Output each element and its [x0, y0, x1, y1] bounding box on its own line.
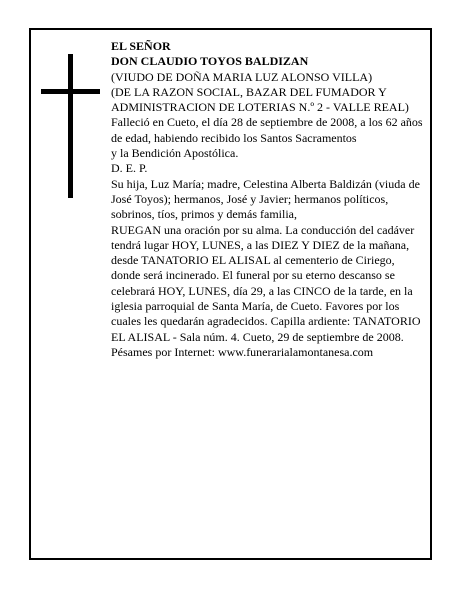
deceased-title: EL SEÑOR — [111, 39, 171, 53]
sacraments-line-2: y la Bendición Apostólica. — [111, 146, 239, 161]
obituary-text — [111, 39, 423, 360]
request-paragraph: RUEGAN una oración por su alma. La conducción del cadáver tendrá lugar HOY, LUNES, a las DIEZ Y DIEZ de la mañana, desde TANATORIO EL ALISAL al cementerio de Ciriego, donde será incinerado. El funeral por su eterno descanso se celebrará HOY, LUNES, día 29, a las CINCO de la tarde, en la iglesia parroquial de Santa María, de Cueto. Favores por los cuales les quedarán agradecidos. Capilla ardiente: TANATORIO EL ALISAL - Sala núm. 4. Cueto, 29 de septiembre de 2008. — [111, 222, 421, 344]
cross-icon-vertical — [68, 54, 73, 198]
family-paragraph: Su hija, Luz María; madre, Celestina Alberta Baldizán (viuda de José Toyos); hermanos, José y Javier; hermanos políticos, sobrinos, tíos, primos y demás familia, — [111, 176, 420, 222]
death-line: Falleció en Cueto, el día 28 de septiembre de 2008, a los 62 años — [111, 115, 423, 130]
sacraments-line-1: de edad, habiendo recibido los Santos Sacramentos — [111, 130, 357, 145]
widower-line: (VIUDO DE DOÑA MARIA LUZ ALONSO VILLA) — [111, 69, 373, 84]
rip-line: D. E. P. — [111, 161, 148, 176]
deceased-name: DON CLAUDIO TOYOS BALDIZAN — [111, 54, 309, 69]
condolences-line: Pésames por Internet: www.funerarialamontanesa.com — [111, 344, 374, 359]
cross-icon-horizontal — [41, 89, 100, 94]
company-line: (DE LA RAZON SOCIAL, BAZAR DEL FUMADOR Y ADMINISTRACION DE LOTERIAS N.º 2 - VALLE REAL) — [111, 84, 409, 115]
